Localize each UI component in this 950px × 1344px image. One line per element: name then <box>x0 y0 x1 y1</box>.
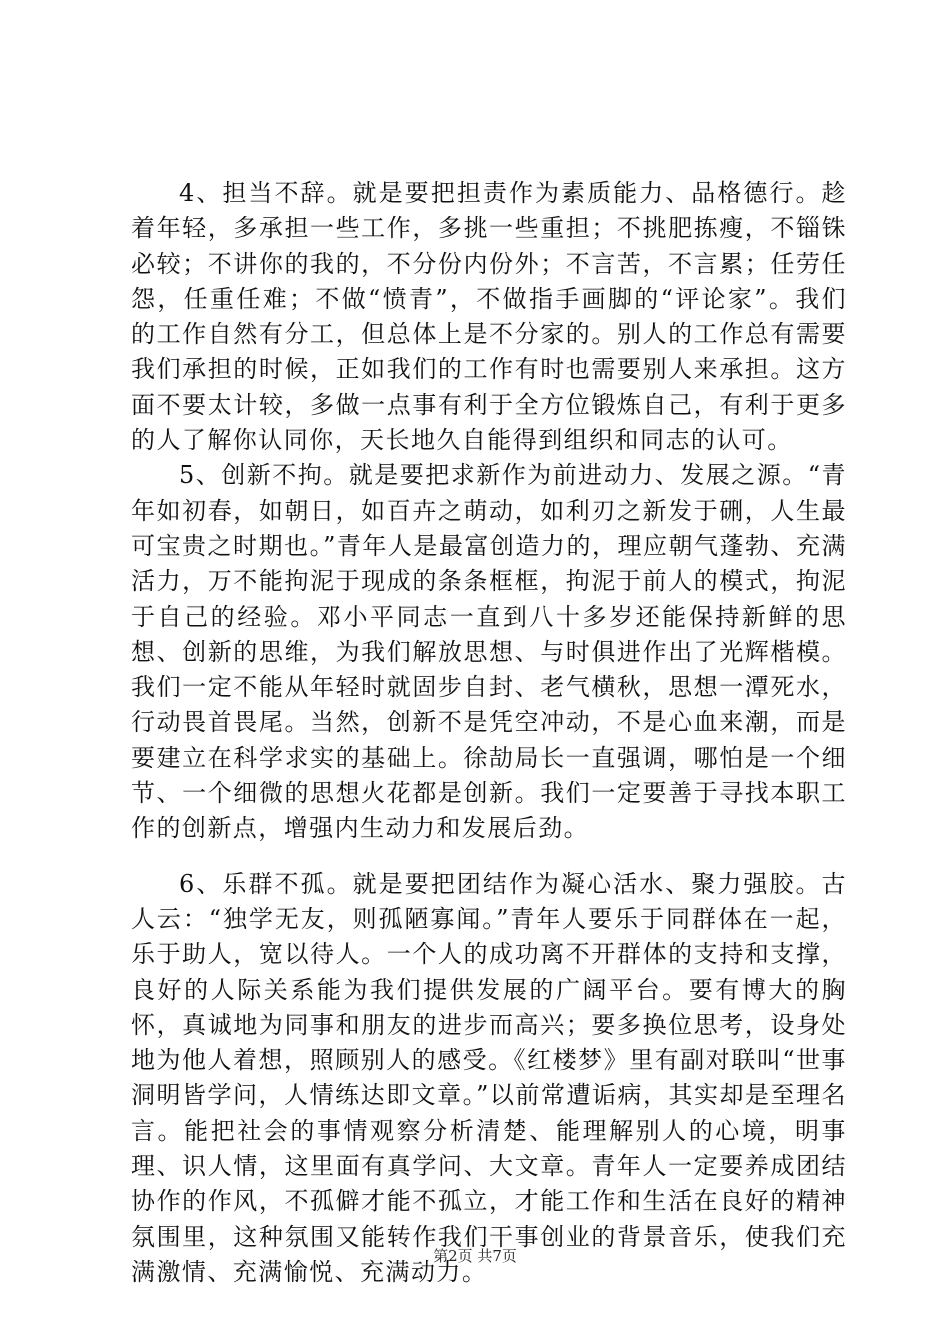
page-footer: 第2页 共7页 <box>433 1247 517 1265</box>
paragraph-5-chuangXinBuJu: 5、创新不拘。就是要把求新作为前进动力、发展之源。“青年如初春，如朝日，如百卉之萌动，如利刃之新发于硎，人生最可宝贵之时期也。”青年人是最富创造力的，理应朝气蓬勃、充满活力，万不能拘泥于现成的条条框框，拘泥于前人的模式，拘泥于自己的经验。邓小平同志一直到八十多岁还能保持新鲜的思想、创新的思维，为我们解放思想、与时俱进作出了光辉楷模。我们一定不能从年轻时就固步自封、老气横秋，思想一潭死水，行动畏首畏尾。当然，创新不是凭空冲动，不是心血来潮，而是要建立在科学求实的基础上。徐劼局长一直强调，哪怕是一个细节、一个细微的思想火花都是创新。我们一定要善于寻找本职工作的创新点，增强内生动力和发展后劲。 <box>131 461 847 843</box>
paragraph-4-danDangBuCi: 4、担当不辞。就是要把担责作为素质能力、品格德行。趁着年轻，多承担一些工作，多挑一些重担；不挑肥拣瘦，不锱铢必较；不讲你的我的，不分份内份外；不言苦，不言累；任劳任怨，任重任难；不做“愤青”，不做指手画脚的“评论家”。我们的工作自然有分工，但总体上是不分家的。别人的工作总有需要我们承担的时候，正如我们的工作有时也需要别人来承担。这方面不要太计较，多做一点事有利于全方位锻炼自己，有利于更多的人了解你认同你，天长地久自能得到组织和同志的认可。 <box>131 179 847 455</box>
document-body <box>131 176 847 1290</box>
paragraph-6-leQunBuGu: 6、乐群不孤。就是要把团结作为凝心活水、聚力强胶。古人云：“独学无友，则孤陋寡闻。”青年人要乐于同群体在一起，乐于助人，宽以待人。一个人的成功离不开群体的支持和支撑，良好的人际关系能为我们提供发展的广阔平台。要有博大的胸怀，真诚地为同事和朋友的进步而高兴；要多换位思考，设身处地为他人着想，照顾别人的感受。《红楼梦》里有副对联叫“世事洞明皆学问，人情练达即文章。”以前常遭诟病，其实却是至理名言。能把社会的事情观察分析清楚、能理解别人的心境，明事理、识人情，这里面有真学问、大文章。青年人一定要养成团结协作的作风，不孤僻才能不孤立，才能工作和生活在良好的精神氛围里，这种氛围又能转作我们干事创业的背景音乐，使我们充满激情、充满愉悦、充满动力。 <box>131 869 847 1286</box>
